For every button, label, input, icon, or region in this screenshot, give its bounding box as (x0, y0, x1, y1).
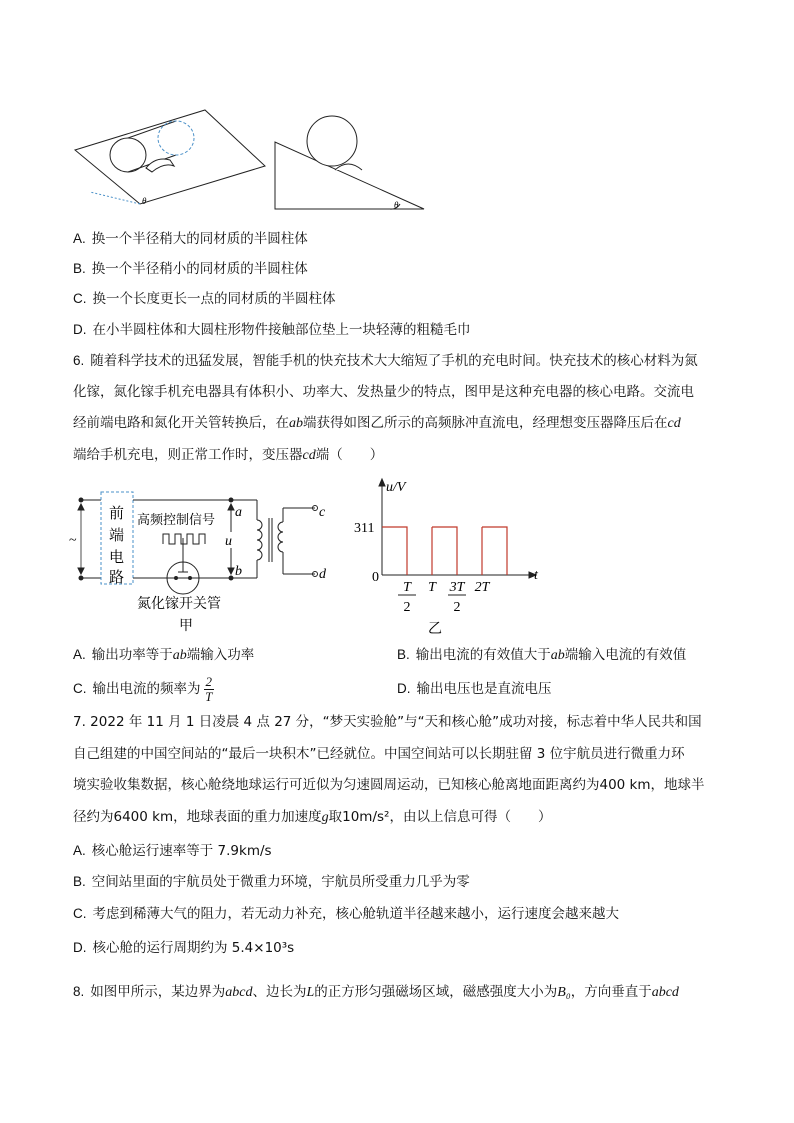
q7-line-2: 自己组建的中国空间站的“最后一块积木”已经就位。中国空间站可以长期驻留 3 位宇航员进行微重力环 (73, 746, 685, 762)
q6-line-4: 端给手机充电，则正常工作时，变压器cd端（ ） (73, 447, 384, 463)
q6-pulse-1 (382, 527, 407, 575)
q6-front-block-char-2: 端 (109, 526, 125, 544)
q8-line-1: 8. 如图甲所示，某边界为abcd、边长为L的正方形匀强磁场区域，磁感强度大小为B₀，方向垂直于abcd (73, 984, 679, 1000)
q6-front-block-char-4: 路 (109, 568, 125, 586)
q6-label-a: a (235, 505, 242, 520)
q6-option-d: D. 输出电压也是直流电压 (397, 681, 552, 697)
q6-graph-tick-1 (398, 580, 416, 615)
q7-option-b: B. 空间站里面的宇航员处于微重力环境，宇航员所受重力几乎为零 (73, 874, 470, 890)
svg-text:2T: 2T (474, 580, 490, 595)
q6-line-2: 化镓，氮化镓手机充电器具有体积小、功率大、发热量少的特点，图甲是这种充电器的核心电路。交流电 (73, 384, 694, 400)
q6-label-b: b (235, 564, 242, 579)
q6-hf-signal-label: 高频控制信号 (137, 513, 216, 528)
q5-theta-right: θ (394, 200, 399, 210)
q6-graph-xlabel: t (534, 568, 538, 583)
q6-option-c-fraction: $\frac{2}{T}$ (205, 673, 213, 704)
q6-graph-origin: 0 (372, 570, 379, 585)
q5-theta-left: θ (142, 196, 147, 206)
svg-text:T: T (428, 580, 436, 595)
q7-line-4: 径约为6400 km，地球表面的重力加速度g取10m/s²，由以上信息可得（ ） (73, 809, 552, 825)
q6-voltage-graph (350, 475, 550, 635)
q6-circuit-diagram (65, 480, 355, 635)
q6-label-u: u (225, 534, 232, 549)
q7-line-3: 境实验收集数据，核心舱绕地球运行可近似为匀速圆周运动，已知核心舱离地面距离约为400 km，地球半 (73, 777, 705, 793)
svg-text:3T: 3T (449, 580, 465, 595)
q5-option-d: D. 在小半圆柱体和大圆柱形物件接触部位垫上一块轻薄的粗糙毛巾 (73, 322, 471, 338)
q6-line-3: 经前端电路和氮化开关管转换后，在ab端获得如图乙所示的高频脉冲直流电，经理想变压器降压后在cd (73, 415, 681, 431)
q5-figure (70, 108, 430, 213)
q5-option-a: A. 换一个半径稍大的同材质的半圆柱体 (73, 231, 308, 247)
q6-pulse-2 (432, 527, 457, 575)
q6-graph-tick-3 (448, 580, 466, 615)
svg-text:2: 2 (403, 600, 411, 615)
q6-option-c: C. 输出电流的频率为 $\frac{2}{T}$ (73, 673, 213, 704)
q6-option-b: B. 输出电流的有效值大于ab端输入电流的有效值 (397, 647, 687, 663)
q6-option-a: A. 输出功率等于ab端输入功率 (73, 647, 255, 663)
q5-right-figure (275, 116, 424, 209)
q5-option-c: C. 换一个长度更长一点的同材质的半圆柱体 (73, 291, 336, 307)
q6-label-d: d (319, 567, 326, 582)
q7-option-d: D. 核心舱的运行周期约为 5.4×10³s (73, 940, 295, 956)
q6-graph-ylabel: u/V (386, 480, 406, 495)
q6-front-block-char-1: 前 (109, 504, 125, 522)
q6-line-1: 6. 随着科学技术的迅猛发展，智能手机的快充技术大大缩短了手机的充电时间。快充技术的核心材料为氮 (73, 353, 698, 369)
q6-graph-tick-2 (428, 580, 437, 595)
q6-graph-ticks (398, 580, 491, 615)
q6-caption-yi: 乙 (428, 621, 442, 635)
q6-label-c: c (319, 505, 326, 520)
q5-option-b: B. 换一个半径稍小的同材质的半圆柱体 (73, 261, 308, 277)
q6-graph-yvalue: 311 (354, 521, 375, 536)
q7-line-1: 7. 2022 年 11 月 1 日凌晨 4 点 27 分，“梦天实验舱”与“天和核心舱”成功对接，标志着中华人民共和国 (73, 714, 702, 730)
q5-left-figure (75, 110, 265, 204)
q6-ac-symbol: ~ (69, 533, 77, 548)
q6-graph-tick-4 (475, 580, 491, 595)
q6-caption-jia: 甲 (179, 618, 193, 634)
svg-text:T: T (403, 580, 411, 595)
svg-text:2: 2 (453, 600, 461, 615)
q6-pulse-3 (482, 527, 507, 575)
q7-option-a: A. 核心舱运行速率等于 7.9km/s (73, 843, 272, 859)
q6-pulse-series (382, 527, 507, 575)
q7-option-c: C. 考虑到稀薄大气的阻力，若无动力补充，核心舱轨道半径越来越小，运行速度会越来越大 (73, 906, 619, 922)
q6-front-block-char-3: 电 (109, 548, 125, 566)
q6-switch-label: 氮化镓开关管 (137, 596, 221, 612)
